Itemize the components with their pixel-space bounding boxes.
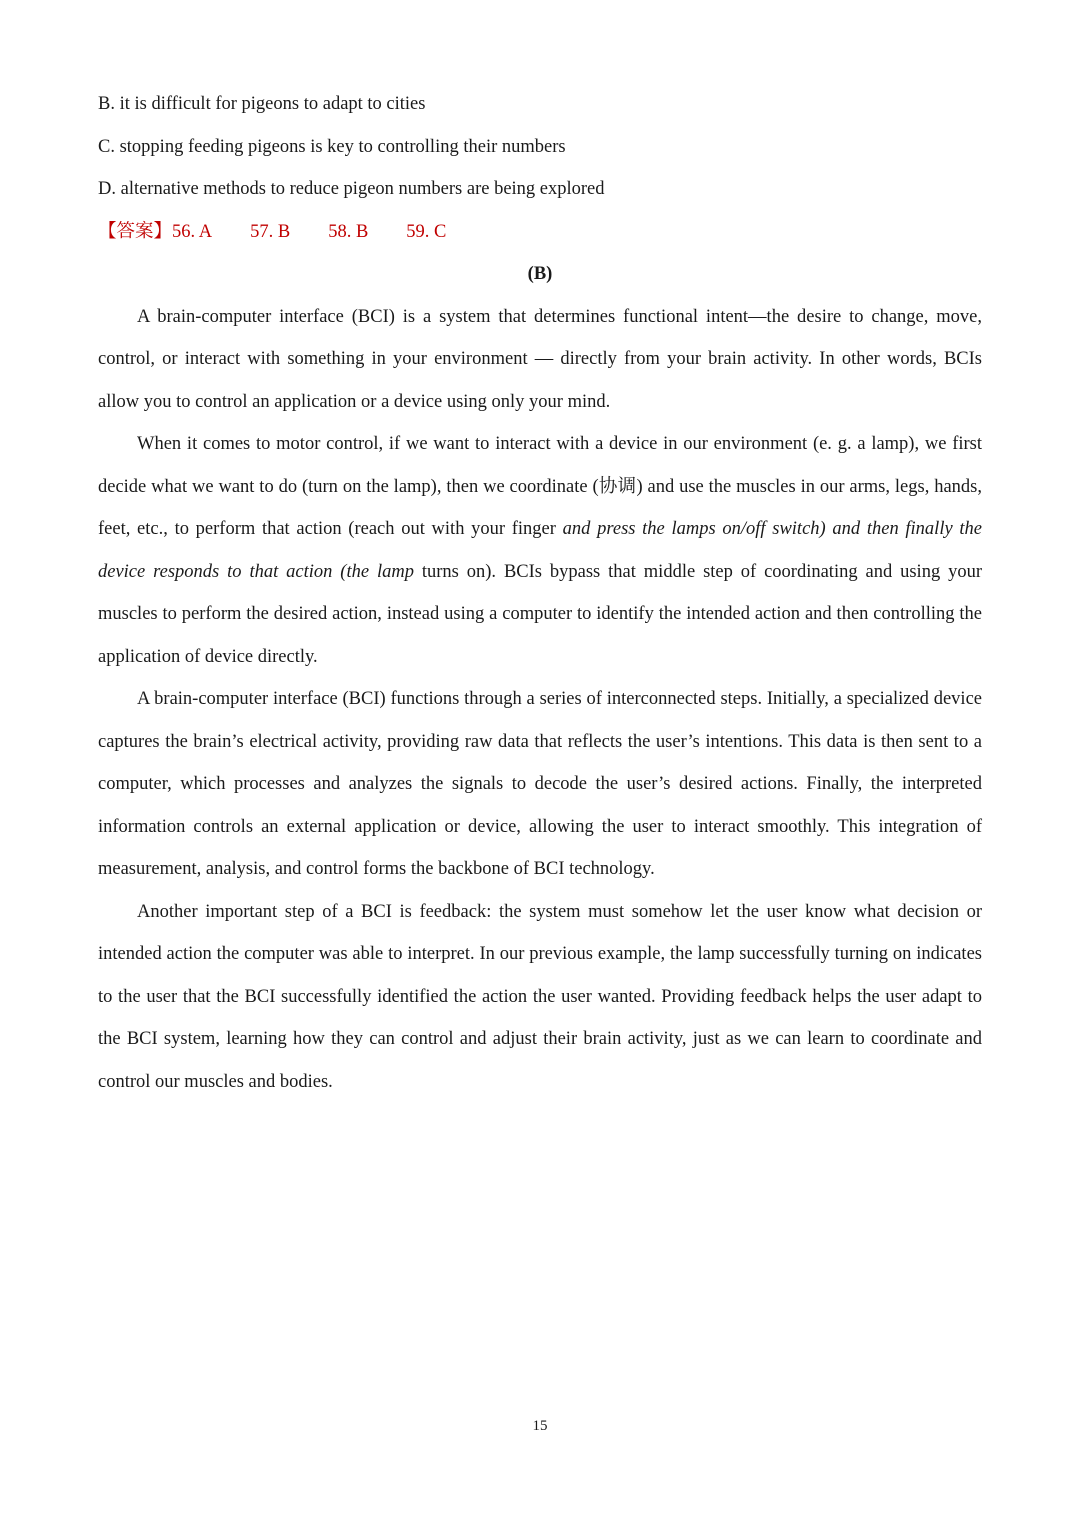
paragraph-2-italic: and press the lamps on/off switch) and then finally the device responds to that action (the lamp	[98, 519, 982, 582]
document-page	[98, 83, 982, 1103]
paragraph-4: Another important step of a BCI is feedback: the system must somehow let the user know what decision or intended action the computer was able to interpret. In our previous example, the lamp successfully turning on indicates to the user that the BCI successfully identified the action the user wanted. Providing feedback helps the user adapt to the BCI system, learning how they can control and adjust their brain activity, just as we can learn to coordinate and control our muscles and bodies.	[98, 901, 982, 1092]
section-title: (B)	[527, 264, 553, 284]
option-c: C. stopping feeding pigeons is key to controlling their numbers	[98, 136, 566, 157]
answer-57: 57. B	[250, 221, 291, 242]
page-number: 15	[532, 1418, 548, 1434]
answer-key	[98, 211, 982, 254]
option-b: B. it is difficult for pigeons to adapt to cities	[98, 94, 426, 114]
answer-58: 58. B	[328, 221, 369, 242]
paragraph-2-text-b: turns on). BCIs bypass that middle step of coordinating and using your muscles to perform the desired action, instead using a computer to identify the intended action and then controlling the application of device directly.	[98, 561, 983, 667]
paragraph-2-text-a: When it comes to motor control, if we want to interact with a device in our environment (e. g. a lamp), we first decide what we want to do (turn on the lamp), then we coordinate (协调) and use the muscles in our arms, legs, hands, feet, etc., to perform that action (reach out with your finger	[98, 434, 982, 539]
paragraph-3: A brain-computer interface (BCI) functions through a series of interconnected steps. Initially, a specialized device captures the brain’s electrical activity, providing raw data that reflects the user’s intentions. This data is then sent to a computer, which processes and analyzes the signals to decode the user’s desired actions. Finally, the interpreted information controls an external application or device, allowing the user to interact smoothly. This integration of measurement, analysis, and control forms the backbone of BCI technology.	[98, 689, 982, 879]
option-d: D. alternative methods to reduce pigeon numbers are being explored	[98, 179, 605, 199]
answer-label: 【答案】	[98, 221, 173, 242]
paragraph-1: A brain-computer interface (BCI) is a system that determines functional intent—the desire to change, move, control, or interact with something in your environment — directly from your brain activity. In other words, BCIs allow you to control an application or a device using only your mind.	[98, 306, 982, 412]
answer-56: 56. A	[172, 221, 213, 242]
answer-59: 59. C	[406, 221, 447, 242]
paragraph-2	[98, 423, 982, 678]
